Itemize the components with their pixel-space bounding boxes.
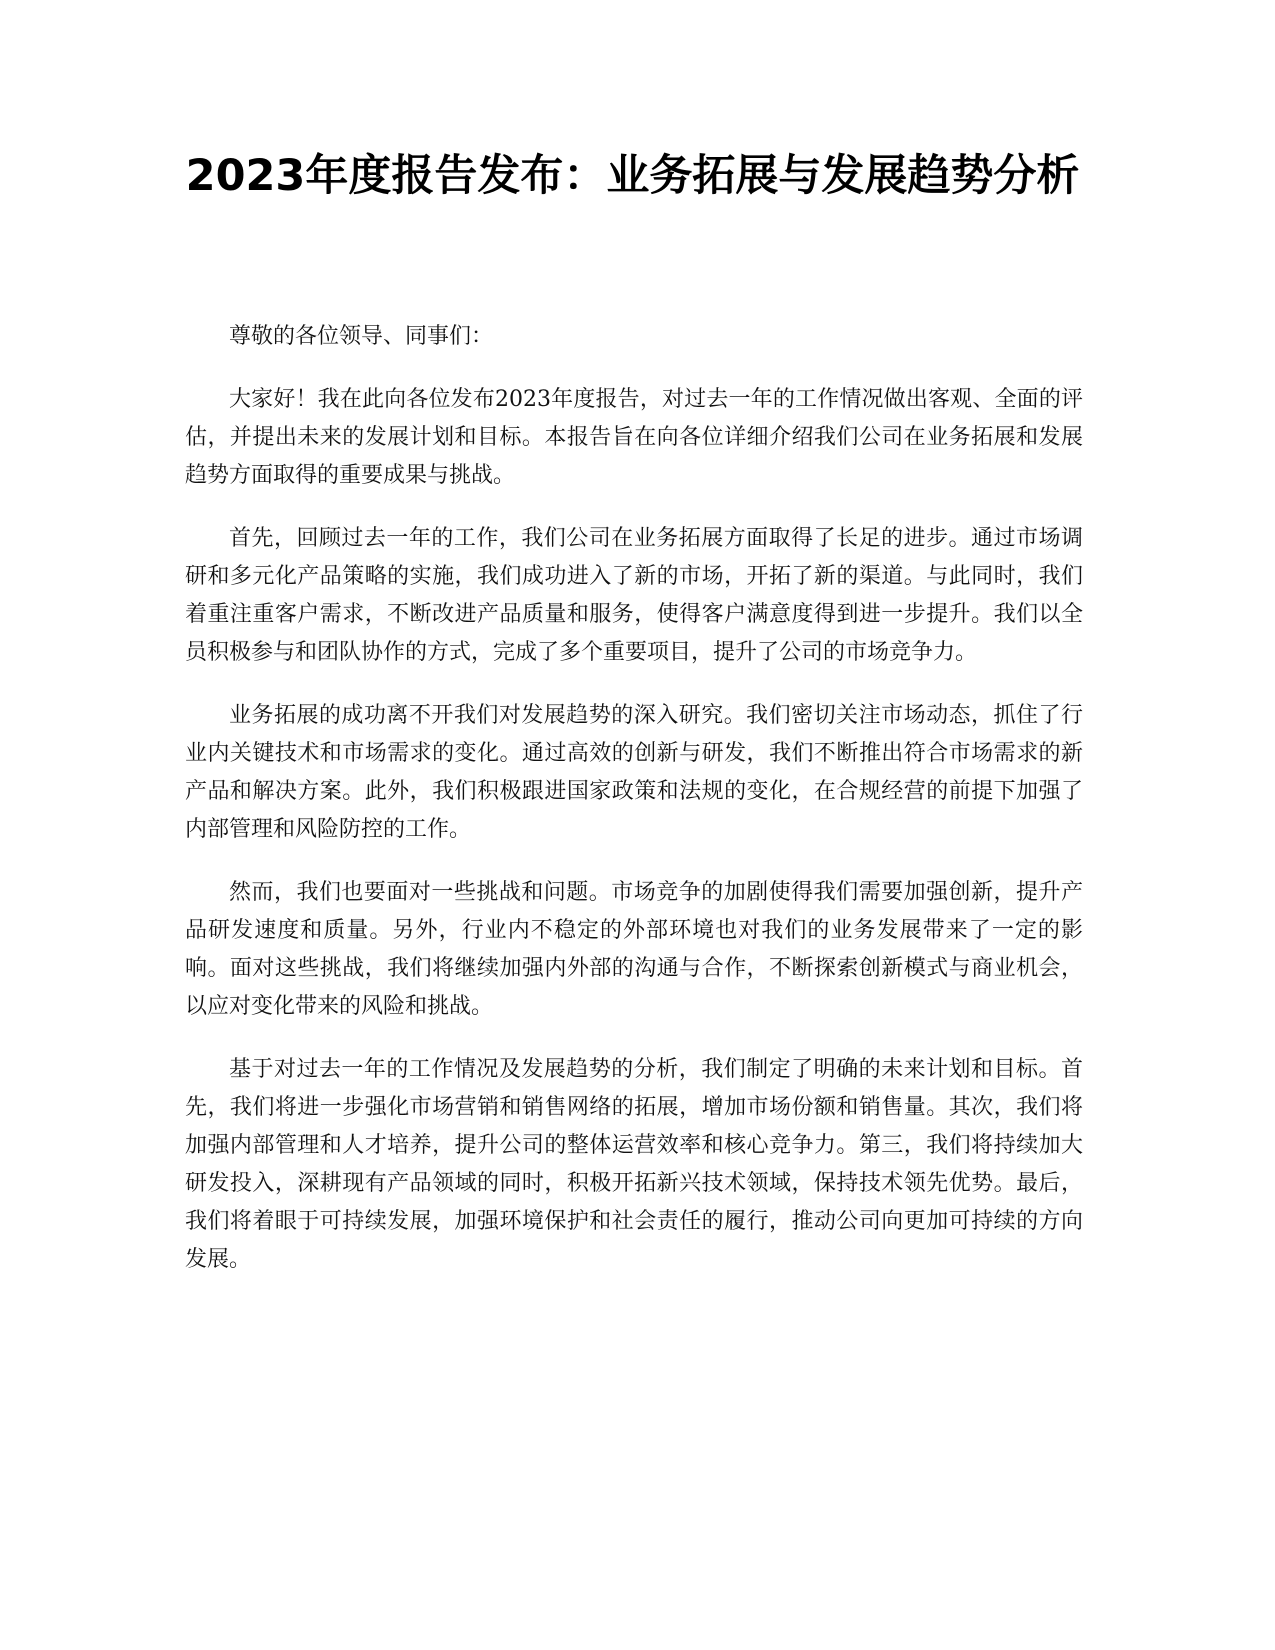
future-plans-paragraph: 基于对过去一年的工作情况及发展趋势的分析，我们制定了明确的未来计划和目标。首先，我们将进一步强化市场营销和销售网络的拓展，增加市场份额和销售量。其次，我们将加强内部管理和人才培养，提升公司的整体运营效率和核心竞争力。第三，我们将持续加大研发投入，深耕现有产品领域的同时，积极开拓新兴技术领域，保持技术领先优势。最后，我们将着眼于可持续发展，加强环境保护和社会责任的履行，推动公司向更加可持续的方向发展。 (185, 1057, 1083, 1272)
intro-paragraph: 大家好！我在此向各位发布2023年度报告，对过去一年的工作情况做出客观、全面的评估，并提出未来的发展计划和目标。本报告旨在向各位详细介绍我们公司在业务拓展和发展趋势方面取得的重要成果与挑战。 (185, 387, 1083, 488)
challenges-paragraph: 然而，我们也要面对一些挑战和问题。市场竞争的加剧使得我们需要加强创新，提升产品研发速度和质量。另外，行业内不稳定的外部环境也对我们的业务发展带来了一定的影响。面对这些挑战，我们将继续加强内外部的沟通与合作，不断探索创新模式与商业机会，以应对变化带来的风险和挑战。 (185, 880, 1083, 1019)
document-title: 2023年度报告发布：业务拓展与发展趋势分析 (185, 151, 1080, 201)
trends-paragraph: 业务拓展的成功离不开我们对发展趋势的深入研究。我们密切关注市场动态，抓住了行业内关键技术和市场需求的变化。通过高效的创新与研发，我们不断推出符合市场需求的新产品和解决方案。此外，我们积极跟进国家政策和法规的变化，在合规经营的前提下加强了内部管理和风险防控的工作。 (185, 703, 1083, 842)
achievements-paragraph: 首先，回顾过去一年的工作，我们公司在业务拓展方面取得了长足的进步。通过市场调研和多元化产品策略的实施，我们成功进入了新的市场，开拓了新的渠道。与此同时，我们着重注重客户需求，不断改进产品质量和服务，使得客户满意度得到进一步提升。我们以全员积极参与和团队协作的方式，完成了多个重要项目，提升了公司的市场竞争力。 (185, 526, 1083, 665)
document-body (185, 318, 1083, 1304)
greeting-paragraph: 尊敬的各位领导、同事们： (229, 324, 494, 349)
